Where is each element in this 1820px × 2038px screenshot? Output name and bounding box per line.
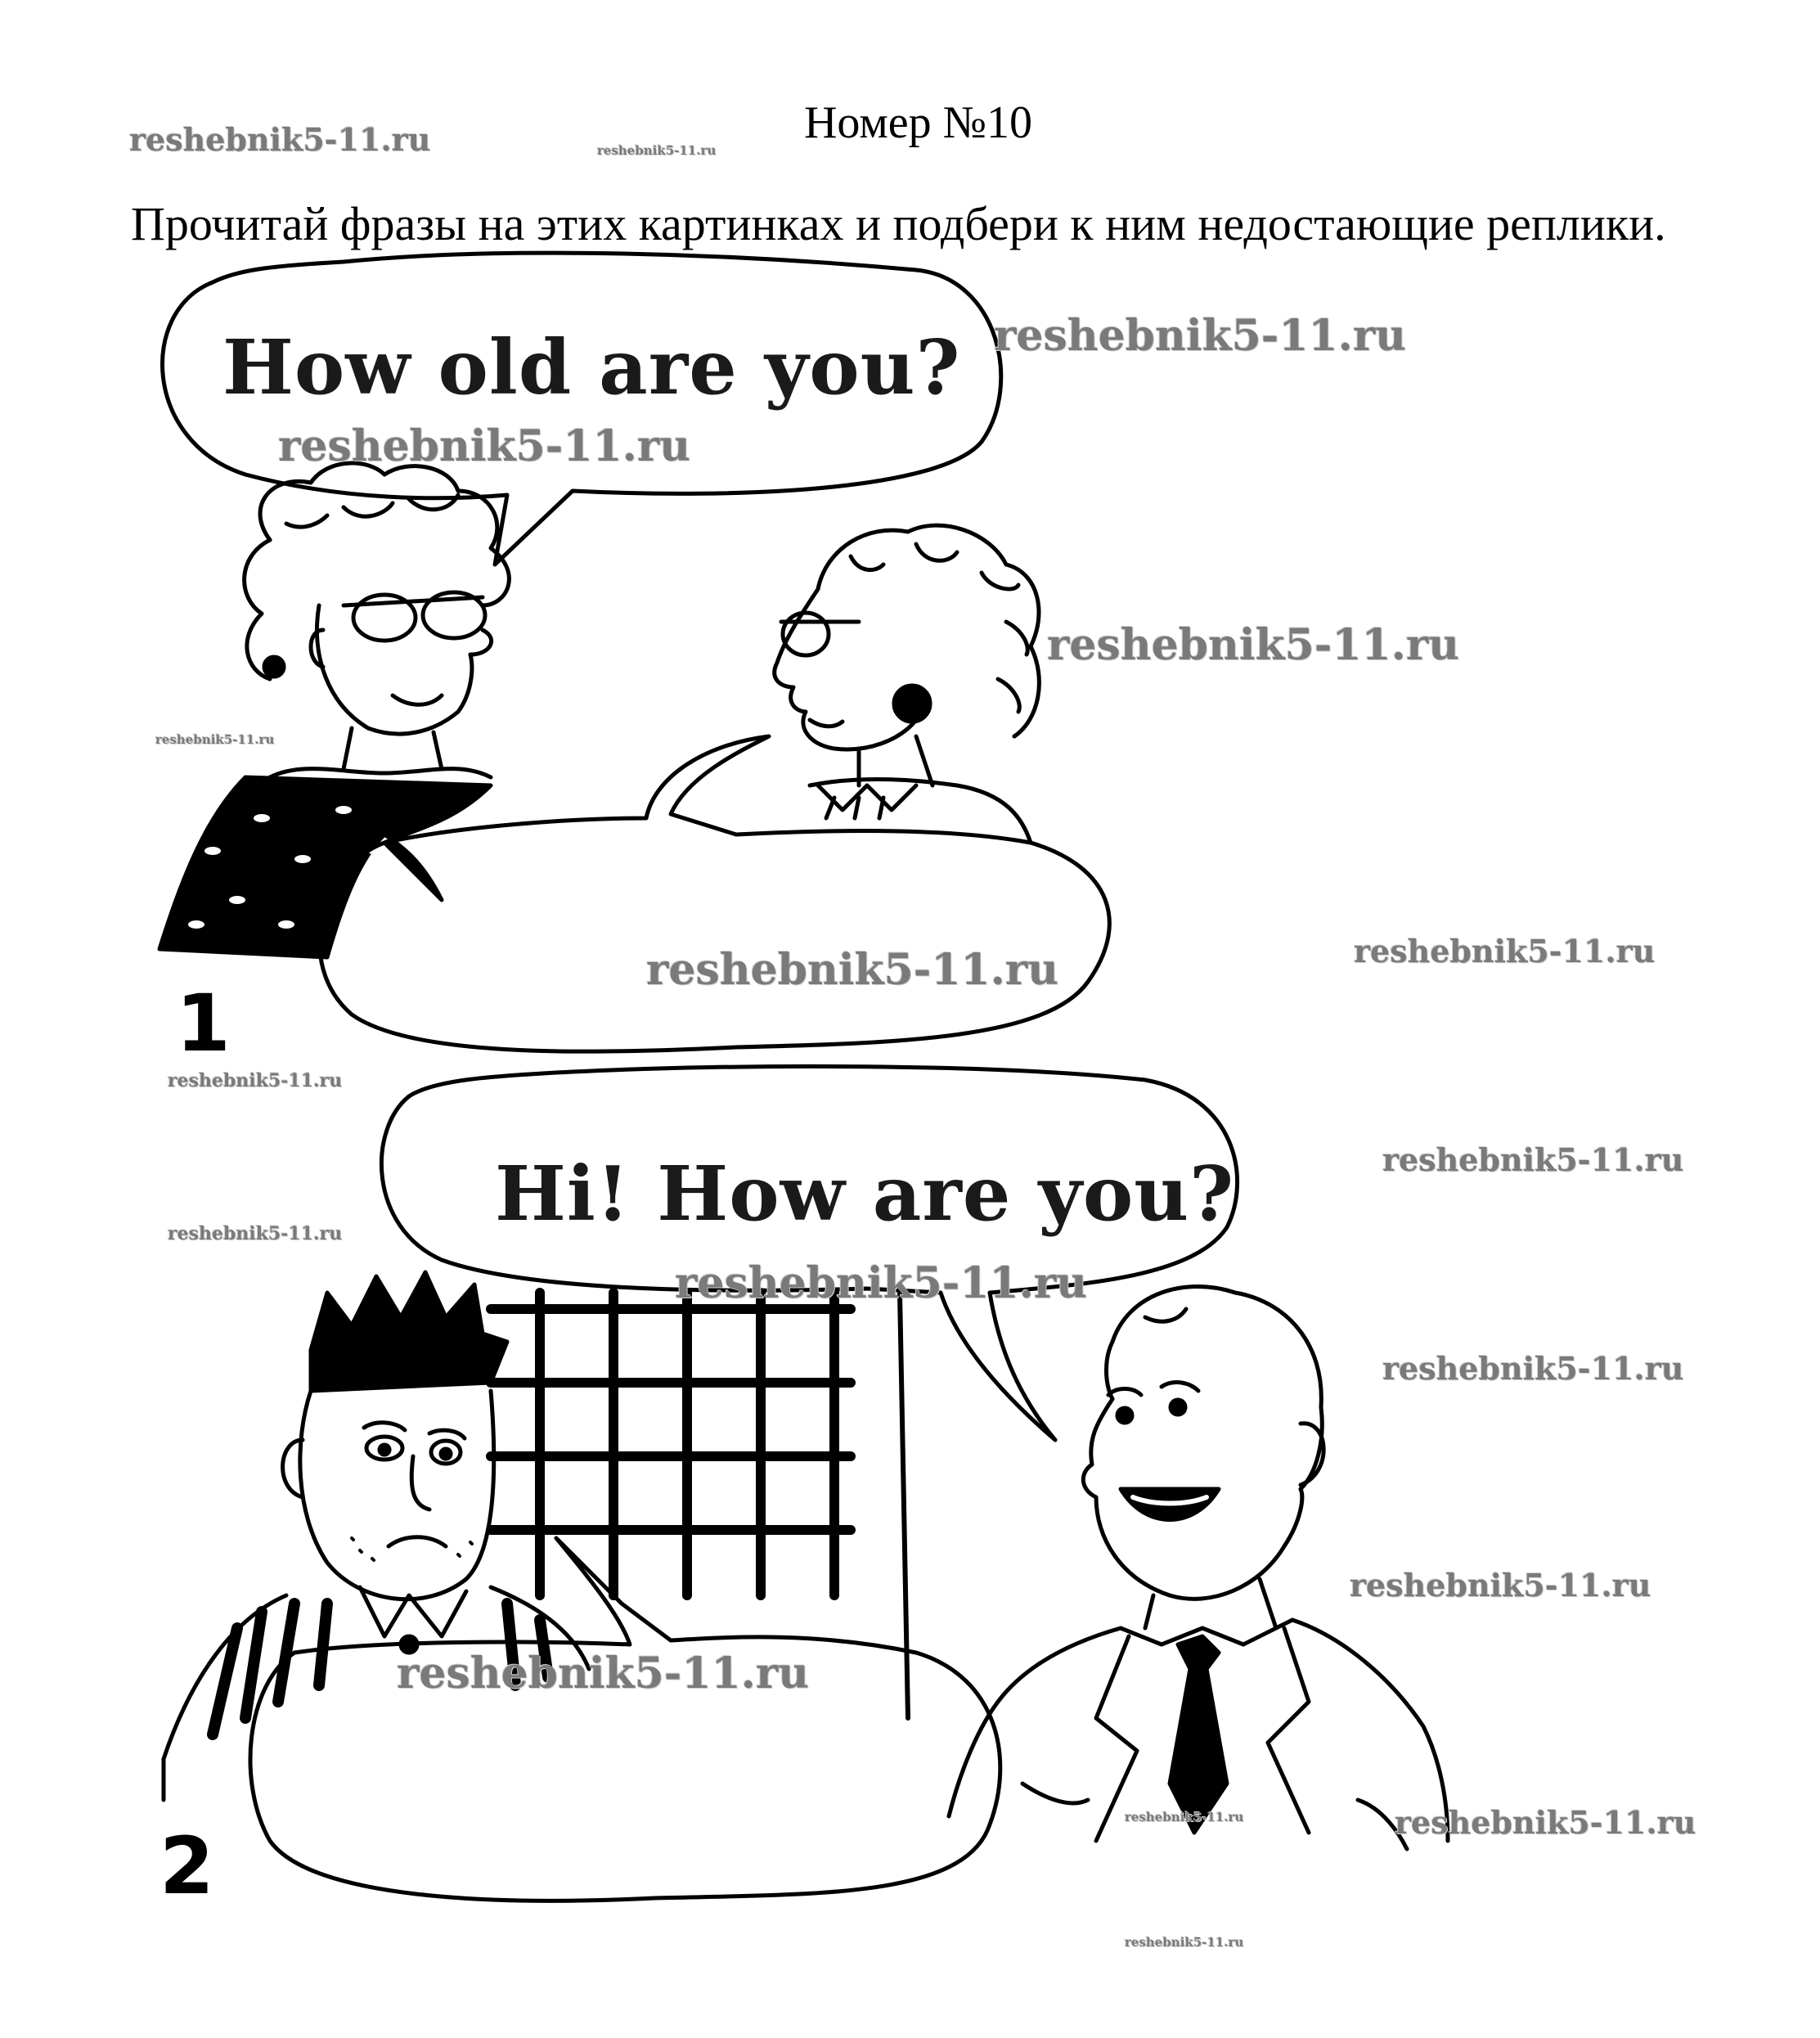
watermark: reshebnik5-11.ru [994, 311, 1407, 361]
watermark: reshebnik5-11.ru [1382, 1350, 1684, 1387]
window-grid [491, 1293, 851, 1595]
watermark: reshebnik5-11.ru [1395, 1804, 1696, 1841]
watermark: reshebnik5-11.ru [1382, 1141, 1684, 1178]
question-text-2: Hi! How are you? [495, 1149, 1235, 1238]
watermark: reshebnik5-11.ru [129, 121, 431, 158]
woman-right-figure [775, 525, 1040, 843]
panel-number-2: 2 [160, 1820, 214, 1912]
watermark: reshebnik5-11.ru [646, 945, 1059, 995]
watermark: reshebnik5-11.ru [597, 143, 717, 158]
question-text-1: How old are you? [222, 323, 961, 412]
watermark: reshebnik5-11.ru [1125, 1935, 1244, 1950]
watermark: reshebnik5-11.ru [1047, 620, 1460, 670]
sad-man-figure [164, 1272, 589, 1800]
watermark: reshebnik5-11.ru [168, 1070, 343, 1091]
watermark: reshebnik5-11.ru [1125, 1810, 1244, 1824]
watermark: reshebnik5-11.ru [155, 732, 275, 747]
watermark: reshebnik5-11.ru [675, 1258, 1088, 1308]
task-instruction: Прочитай фразы на этих картинках и подбери к ним недостающие реплики. [131, 197, 1666, 250]
watermark: reshebnik5-11.ru [278, 421, 691, 471]
watermark: reshebnik5-11.ru [397, 1649, 810, 1698]
watermark: reshebnik5-11.ru [168, 1223, 343, 1244]
watermark: reshebnik5-11.ru [1350, 1567, 1651, 1604]
watermark: reshebnik5-11.ru [1354, 933, 1656, 970]
page-title: Номер №10 [803, 97, 1033, 148]
panel-number-1: 1 [176, 978, 231, 1069]
